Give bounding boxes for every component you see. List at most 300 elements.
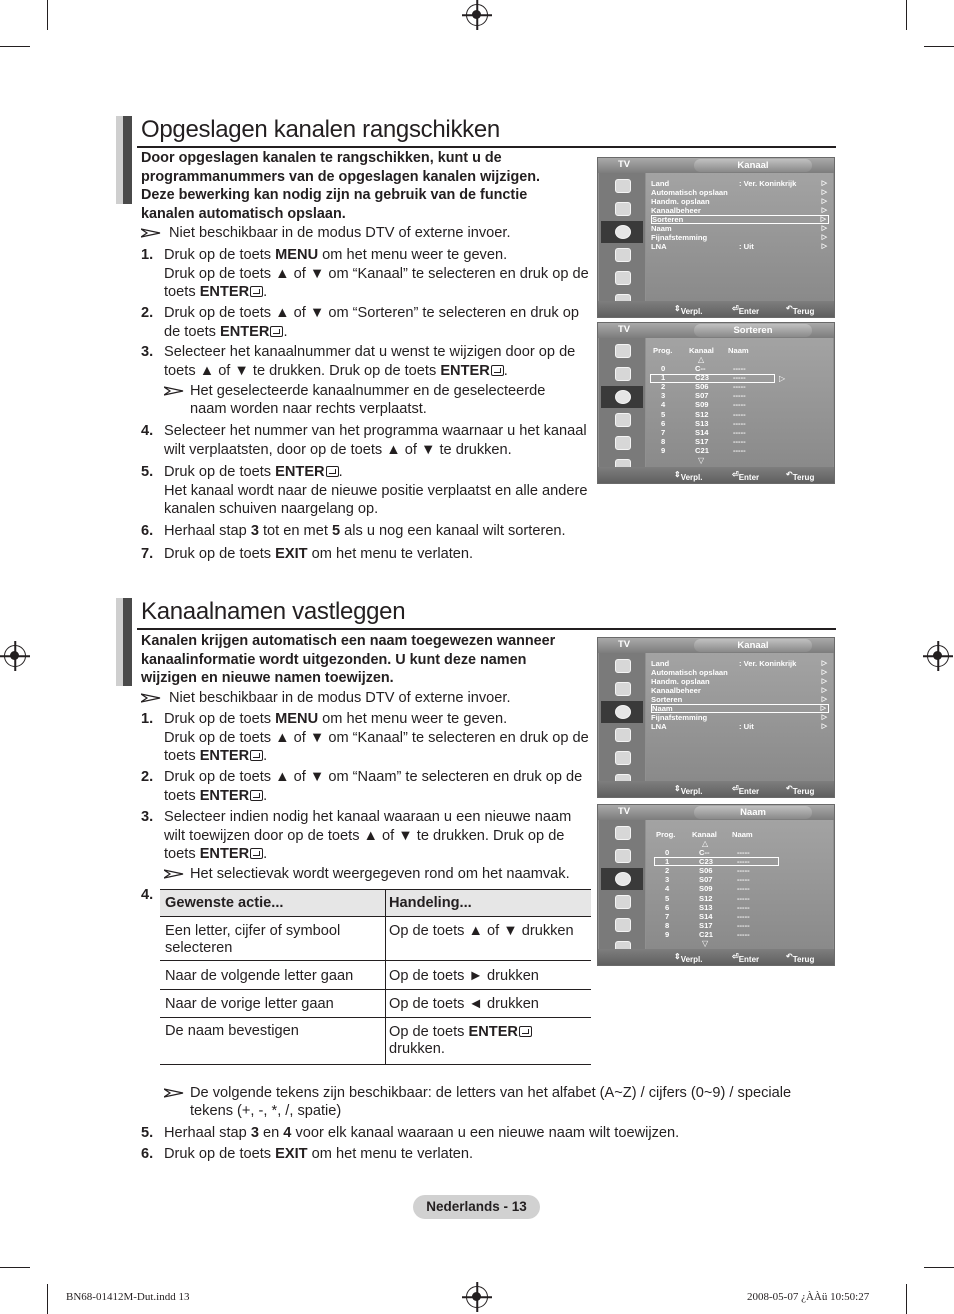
table-row — [160, 917, 591, 961]
osd-content — [646, 173, 833, 301]
step-3 — [141, 808, 591, 868]
enter-icon — [326, 466, 339, 477]
list-item[interactable] — [665, 884, 775, 893]
osd-footer — [598, 467, 834, 483]
enter-icon — [270, 326, 283, 337]
crop-mark — [906, 1284, 907, 1314]
list-item[interactable] — [661, 410, 771, 419]
list-item[interactable] — [661, 446, 771, 455]
step-text: en — [258, 1125, 284, 1141]
prog-number: 5 — [661, 409, 666, 419]
picture-icon — [601, 175, 643, 197]
channel-name: ----- — [737, 884, 750, 894]
key-menu: MENU — [275, 711, 319, 727]
list-item[interactable] — [665, 921, 775, 930]
chevron-right-icon: ▷ — [821, 243, 827, 250]
return-hint: ↶ Terug — [786, 784, 815, 796]
channel-code: C21 — [699, 929, 713, 939]
osd-content — [646, 820, 833, 949]
section-title: Kanaalnamen vastleggen — [141, 598, 406, 625]
osd-title: Kanaal — [694, 639, 812, 652]
step-1 — [141, 710, 591, 766]
channel-name: ----- — [733, 373, 746, 383]
step-body — [164, 246, 594, 302]
menu-item-label: Handm. opslaan — [651, 677, 710, 686]
enter-icon — [519, 1026, 532, 1037]
prog-number: 2 — [661, 382, 666, 392]
cell-text: drukken. — [389, 1041, 445, 1057]
column-header-name: Naam — [732, 830, 753, 839]
step-text: Herhaal stap — [164, 523, 251, 539]
channel-name: ----- — [733, 409, 746, 419]
table-cell: Op de toets ◄ drukken — [389, 996, 539, 1012]
menu-item-auto-store[interactable] — [651, 188, 829, 197]
step-number: 1. — [141, 247, 154, 263]
section-intro: Kanalen krijgen automatisch een naam toegewezen wanneer kanaalinformatie wordt uitgezonden. U kunt deze namen wijzigen en nieuwe namen toewijzen. — [141, 633, 556, 686]
step-body — [164, 768, 594, 805]
section-intro: Door opgeslagen kanalen te rangschikken, kunt u de programmanummers van de opgeslagen kanalen wijzigen. Deze bewerking kan nodig zijn na gebruik van de functie kanalen automatisch opslaan. — [141, 150, 541, 222]
note-text: Niet beschikbaar in de modus DTV of externe invoer. — [169, 690, 511, 706]
table-cell: Op de toets ► drukken — [389, 968, 539, 984]
step-body — [164, 710, 594, 766]
step-text: Druk op de toets — [164, 247, 276, 263]
list-item[interactable] — [665, 912, 775, 921]
note-arrow-icon — [141, 228, 161, 238]
menu-item-label: LNA — [651, 722, 667, 731]
input-icon — [601, 747, 643, 769]
osd-title: Naam — [694, 806, 812, 819]
picture-icon — [601, 655, 643, 677]
enter-icon — [250, 848, 263, 859]
osd-tv-label: TV — [618, 324, 631, 335]
list-item[interactable] — [661, 400, 771, 409]
key-exit: EXIT — [275, 1146, 308, 1162]
step-number: 4. — [141, 423, 154, 439]
channel-name: ----- — [737, 920, 750, 930]
hint-label: Enter — [738, 307, 760, 316]
step-body — [164, 522, 594, 541]
step-text: Druk op de toets — [164, 464, 276, 480]
chevron-right-icon: ▷ — [821, 723, 827, 730]
step-text: . — [263, 748, 268, 765]
crop-mark — [906, 0, 907, 30]
table-header: Gewenste actie... — [165, 895, 284, 911]
channel-code: S09 — [695, 400, 709, 410]
crop-mark — [47, 0, 48, 30]
hint-label: Enter — [738, 955, 760, 964]
step-ref: 3 — [250, 523, 259, 539]
key-enter: ENTER — [275, 464, 325, 480]
key-enter: ENTER — [199, 846, 250, 863]
table-row — [160, 961, 591, 990]
step-body: Selecteer het nummer van het programma waarnaar u het kanaal wilt verplaatsten, door op de toets ▲ of ▼ te drukken. — [164, 423, 587, 458]
step-text: . — [283, 323, 288, 340]
note-text: Het geselecteerde kanaalnummer en de geselecteerde naam worden naar rechts verplaatst. — [190, 383, 546, 418]
prog-number: 1 — [665, 857, 670, 867]
list-item[interactable] — [661, 382, 771, 391]
table-cell: Een letter, cijfer of symbool selecteren — [165, 923, 341, 956]
step-text: Druk op de toets ▲ of ▼ om “Sorteren” te selecteren en druk op de toets — [164, 305, 580, 340]
chevron-right-icon: ▷ — [821, 678, 827, 685]
menu-item-label: Fijnafstemming — [651, 713, 708, 722]
menu-item-land[interactable] — [651, 659, 829, 668]
table-cell: Naar de vorige letter gaan — [165, 996, 334, 1012]
step-text: Het kanaal wordt naar de nieuwe positie verplaatst en alle andere kanalen schuiven naargelang op. — [164, 482, 588, 518]
osd-titlebar — [598, 158, 834, 173]
enter-hint: ⏎ Enter — [732, 470, 760, 482]
chevron-right-icon: ▷ — [821, 207, 827, 214]
osd-footer — [598, 949, 834, 965]
chevron-right-icon: ▷ — [821, 687, 827, 694]
crop-mark — [924, 1267, 954, 1268]
hint-label: Terug — [792, 473, 815, 482]
step-body — [164, 463, 594, 519]
list-item[interactable] — [661, 419, 771, 428]
hint-label: Enter — [738, 473, 760, 482]
channel-code: S13 — [695, 418, 709, 428]
note-arrow-icon — [164, 386, 184, 396]
osd-kanaal-menu-sort — [597, 157, 835, 318]
prog-number: 3 — [661, 391, 666, 401]
step-text: . — [263, 787, 268, 804]
prog-number: 5 — [665, 893, 670, 903]
registration-mark-icon — [927, 645, 949, 667]
scroll-up-icon[interactable]: △ — [702, 839, 709, 848]
step-body — [164, 1145, 594, 1164]
enter-icon — [250, 286, 263, 297]
menu-item-label: Land — [651, 659, 670, 668]
cell-text: Op de toets — [389, 1024, 469, 1040]
prog-number: 3 — [665, 875, 670, 885]
input-icon — [601, 267, 643, 289]
osd-title: Kanaal — [694, 159, 812, 172]
hint-label: Verpl. — [680, 307, 703, 316]
prog-number: 8 — [665, 920, 670, 930]
channel-icon — [601, 701, 643, 723]
page-number-badge: Nederlands - 13 — [413, 1195, 540, 1219]
prog-number: 6 — [665, 902, 670, 912]
print-slug-file: BN68-01412M-Dut.indd 13 — [66, 1291, 190, 1303]
osd-sidebar — [599, 653, 645, 781]
menu-item-label: Naam — [652, 704, 673, 713]
step-4 — [141, 886, 161, 906]
menu-item-value: : Uit — [739, 722, 754, 731]
key-enter: ENTER — [199, 787, 250, 804]
list-item[interactable] — [661, 373, 771, 382]
hint-label: Terug — [792, 787, 815, 796]
osd-content — [646, 338, 833, 467]
note-arrow-icon — [141, 693, 161, 703]
osd-tv-label: TV — [618, 806, 631, 817]
menu-item-value: : Ver. Koninkrijk — [739, 179, 797, 188]
step-text: Druk op de toets ▲ of ▼ om “Kanaal” te selecteren en druk op de toets — [164, 265, 589, 301]
scroll-down-icon[interactable]: ▽ — [702, 939, 709, 948]
enter-icon — [491, 365, 504, 376]
chevron-right-icon: ▷ — [821, 696, 827, 703]
step-text: Selecteer indien nodig het kanaal waaraan u een nieuwe naam wilt toewijzen door op de toets ▲ of ▼ te drukken. Druk op de toets — [164, 809, 572, 863]
step-ref: 4 — [283, 1125, 292, 1141]
step-text: om het menu weer te geven. — [318, 711, 508, 727]
step-body — [164, 343, 594, 380]
step-text: Druk op de toets — [164, 546, 276, 562]
channel-name: ----- — [733, 382, 746, 392]
step-body — [164, 545, 594, 564]
key-enter: ENTER — [219, 323, 270, 340]
menu-item-label: Naam — [651, 224, 672, 233]
table-cell — [389, 1024, 532, 1058]
table-divider — [385, 889, 386, 1065]
menu-item-label: Kanaalbeheer — [651, 686, 701, 695]
step-5 — [141, 1124, 781, 1144]
channel-name: ----- — [737, 902, 750, 912]
channel-icon — [601, 868, 643, 890]
step-text: Selecteer het kanaalnummer dat u wenst te wijzigen door op de toets ▲ of ▼ te drukken. Druk op de toets — [164, 344, 576, 379]
menu-item-sort[interactable] — [651, 215, 829, 224]
move-hint: ⇕ Verpl. — [674, 952, 703, 964]
table-row — [160, 990, 591, 1018]
step-5 — [141, 463, 591, 523]
channel-name: ----- — [733, 391, 746, 401]
move-hint: ⇕ Verpl. — [674, 304, 703, 316]
crop-mark — [924, 46, 954, 47]
scroll-down-icon[interactable]: ▽ — [698, 456, 705, 465]
menu-item-label: Sorteren — [651, 695, 683, 704]
channel-name: ----- — [737, 848, 750, 857]
prog-number: 7 — [661, 427, 666, 437]
osd-sort-list — [597, 322, 835, 484]
channel-code: S12 — [699, 893, 713, 903]
menu-item-value: : Ver. Koninkrijk — [739, 659, 797, 668]
list-item[interactable] — [661, 364, 771, 373]
step-ref: 3 — [250, 1125, 259, 1141]
note — [164, 382, 584, 419]
list-item[interactable] — [665, 930, 775, 939]
heading-bar — [116, 116, 132, 204]
menu-item-label: Handm. opslaan — [651, 197, 710, 206]
print-slug-date: 2008-05-07 ¿ÀÀü 10:50:27 — [747, 1291, 870, 1303]
registration-mark-icon — [4, 645, 26, 667]
step-number: 4. — [141, 887, 154, 903]
step-6 — [141, 1145, 591, 1165]
step-text: tot en met — [258, 523, 332, 539]
osd-kanaal-menu-name — [597, 637, 835, 798]
menu-item-channel-manager[interactable] — [651, 206, 829, 215]
note-arrow-icon — [164, 1088, 184, 1098]
menu-item-channel-manager[interactable] — [651, 686, 829, 695]
channel-code: C23 — [699, 857, 713, 867]
prog-number: 8 — [661, 436, 666, 446]
setup-icon — [601, 724, 643, 746]
enter-hint: ⏎ Enter — [732, 784, 760, 796]
menu-item-label: Fijnafstemming — [651, 233, 708, 242]
osd-titlebar — [598, 323, 834, 338]
chevron-right-icon: ▷ — [821, 660, 827, 667]
hint-label: Verpl. — [680, 473, 703, 482]
section-title: Opgeslagen kanalen rangschikken — [141, 116, 500, 143]
note — [164, 865, 584, 883]
menu-item-auto-store[interactable] — [651, 668, 829, 677]
prog-number: 0 — [661, 364, 666, 373]
menu-item-lna[interactable] — [651, 722, 829, 731]
channel-code: S06 — [695, 382, 709, 392]
table-cell: De naam bevestigen — [165, 1023, 299, 1039]
channel-name: ----- — [733, 436, 746, 446]
prog-number: 4 — [661, 400, 666, 410]
osd-titlebar — [598, 805, 834, 820]
step-text: . — [263, 846, 268, 863]
registration-mark-icon — [466, 1286, 488, 1308]
table-cell: Naar de volgende letter gaan — [165, 968, 354, 984]
menu-item-sort[interactable] — [651, 695, 829, 704]
channel-code: S07 — [699, 875, 713, 885]
osd-tv-label: TV — [618, 639, 631, 650]
list-item[interactable] — [665, 848, 775, 857]
step-number: 5. — [141, 1125, 154, 1141]
key-enter: ENTER — [440, 362, 490, 379]
channel-code: S14 — [695, 427, 709, 437]
chevron-right-icon: ▷ — [821, 198, 827, 205]
list-item[interactable] — [665, 857, 775, 866]
step-number: 6. — [141, 523, 154, 539]
list-item[interactable] — [665, 875, 775, 884]
list-item[interactable] — [661, 437, 771, 446]
step-4 — [141, 422, 591, 462]
channel-name: ----- — [737, 911, 750, 921]
note — [141, 689, 581, 707]
move-hint: ⇕ Verpl. — [674, 784, 703, 796]
note-text: De volgende tekens zijn beschikbaar: de letters van het alfabet (A~Z) / cijfers (0~9) / speciale tekens (+, -, *, /, spatie) — [190, 1085, 792, 1120]
chevron-right-icon: ▷ — [820, 216, 826, 223]
chevron-right-icon: ▷ — [821, 234, 827, 241]
step-text: . — [338, 464, 343, 480]
list-item[interactable] — [665, 903, 775, 912]
chevron-right-icon: ▷ — [821, 189, 827, 196]
menu-item-label: Automatisch opslaan — [651, 668, 728, 677]
step-number: 3. — [141, 809, 154, 825]
column-header-prog: Prog. — [656, 830, 676, 839]
list-item[interactable] — [661, 428, 771, 437]
enter-icon — [250, 750, 263, 761]
note-text: Het selectievak wordt weergegeven rond om het naamvak. — [190, 866, 570, 882]
move-hint: ⇕ Verpl. — [674, 470, 703, 482]
prog-number: 1 — [661, 373, 666, 383]
menu-item-manual-store[interactable] — [651, 197, 829, 206]
registration-mark-icon — [466, 4, 488, 26]
channel-code: C-- — [695, 364, 706, 373]
step-ref: 5 — [331, 523, 341, 539]
step-text: Druk op de toets — [164, 1146, 276, 1162]
menu-item-fine-tune[interactable] — [651, 233, 829, 242]
column-header-channel: Kanaal — [692, 830, 717, 839]
hint-label: Verpl. — [680, 787, 703, 796]
step-text: . — [503, 362, 508, 379]
table-header-row — [160, 889, 591, 917]
step-text: Druk op de toets ▲ of ▼ om “Naam” te selecteren en druk op de toets — [164, 769, 583, 804]
hint-label: Verpl. — [680, 955, 703, 964]
osd-name-list — [597, 804, 835, 966]
prog-number: 2 — [665, 866, 670, 876]
osd-footer — [598, 301, 834, 317]
step-number: 3. — [141, 344, 154, 360]
menu-item-fine-tune[interactable] — [651, 713, 829, 722]
channel-name: ----- — [733, 400, 746, 410]
channel-name: ----- — [737, 929, 750, 939]
return-hint: ↶ Terug — [786, 470, 815, 482]
chevron-right-icon: ▷ — [821, 225, 827, 232]
channel-name: ----- — [733, 427, 746, 437]
step-text: voor elk kanaal waaraan u een nieuwe naam wilt toewijzen. — [291, 1125, 680, 1141]
table-cell: Op de toets ▲ of ▼ drukken — [389, 923, 574, 939]
channel-code: S12 — [695, 409, 709, 419]
osd-sidebar — [599, 173, 645, 301]
channel-name: ----- — [733, 364, 746, 373]
channel-name: ----- — [733, 418, 746, 428]
chevron-right-icon: ▷ — [821, 669, 827, 676]
channel-icon — [601, 386, 643, 408]
heading-rule — [137, 628, 836, 630]
key-exit: EXIT — [275, 546, 308, 562]
step-text: om het menu weer te geven. — [318, 247, 508, 263]
step-text: Herhaal stap — [164, 1125, 251, 1141]
column-header-prog: Prog. — [653, 346, 673, 355]
heading-rule — [137, 146, 836, 148]
heading-bar — [116, 598, 132, 686]
step-text: . — [263, 284, 268, 301]
crop-mark — [0, 1267, 30, 1268]
step-number: 7. — [141, 546, 154, 562]
chevron-right-icon: ▷ — [820, 705, 826, 712]
menu-item-name[interactable] — [651, 704, 829, 713]
menu-item-land[interactable] — [651, 179, 829, 188]
key-enter: ENTER — [199, 284, 250, 301]
return-hint: ↶ Terug — [786, 952, 815, 964]
prog-number: 6 — [661, 418, 666, 428]
input-icon — [601, 914, 643, 936]
setup-icon — [601, 891, 643, 913]
osd-title: Sorteren — [694, 324, 812, 337]
table-row — [160, 1018, 591, 1065]
note — [141, 224, 581, 242]
menu-item-label: LNA — [651, 242, 667, 251]
menu-item-lna[interactable] — [651, 242, 829, 251]
list-item[interactable] — [665, 866, 775, 875]
enter-icon — [250, 790, 263, 801]
key-menu: MENU — [275, 247, 319, 263]
sound-icon — [601, 198, 643, 220]
key-enter: ENTER — [468, 1024, 518, 1040]
channel-code: S06 — [699, 866, 713, 876]
return-hint: ↶ Terug — [786, 304, 815, 316]
channel-name: ----- — [737, 875, 750, 885]
step-number: 5. — [141, 464, 154, 480]
osd-sidebar — [599, 820, 645, 949]
list-item[interactable] — [665, 894, 775, 903]
prog-number: 9 — [665, 929, 670, 939]
menu-item-name[interactable] — [651, 224, 829, 233]
menu-item-label: Land — [651, 179, 670, 188]
enter-hint: ⏎ Enter — [732, 952, 760, 964]
step-body — [164, 808, 594, 864]
step-7 — [141, 545, 591, 565]
scroll-up-icon[interactable]: △ — [698, 355, 705, 364]
menu-item-manual-store[interactable] — [651, 677, 829, 686]
crop-mark — [47, 1284, 48, 1314]
note-text: Niet beschikbaar in de modus DTV of externe invoer. — [169, 225, 511, 241]
step-text: om het menu te verlaten. — [307, 546, 474, 562]
sound-icon — [601, 678, 643, 700]
channel-code: C23 — [695, 373, 709, 383]
list-item[interactable] — [661, 391, 771, 400]
